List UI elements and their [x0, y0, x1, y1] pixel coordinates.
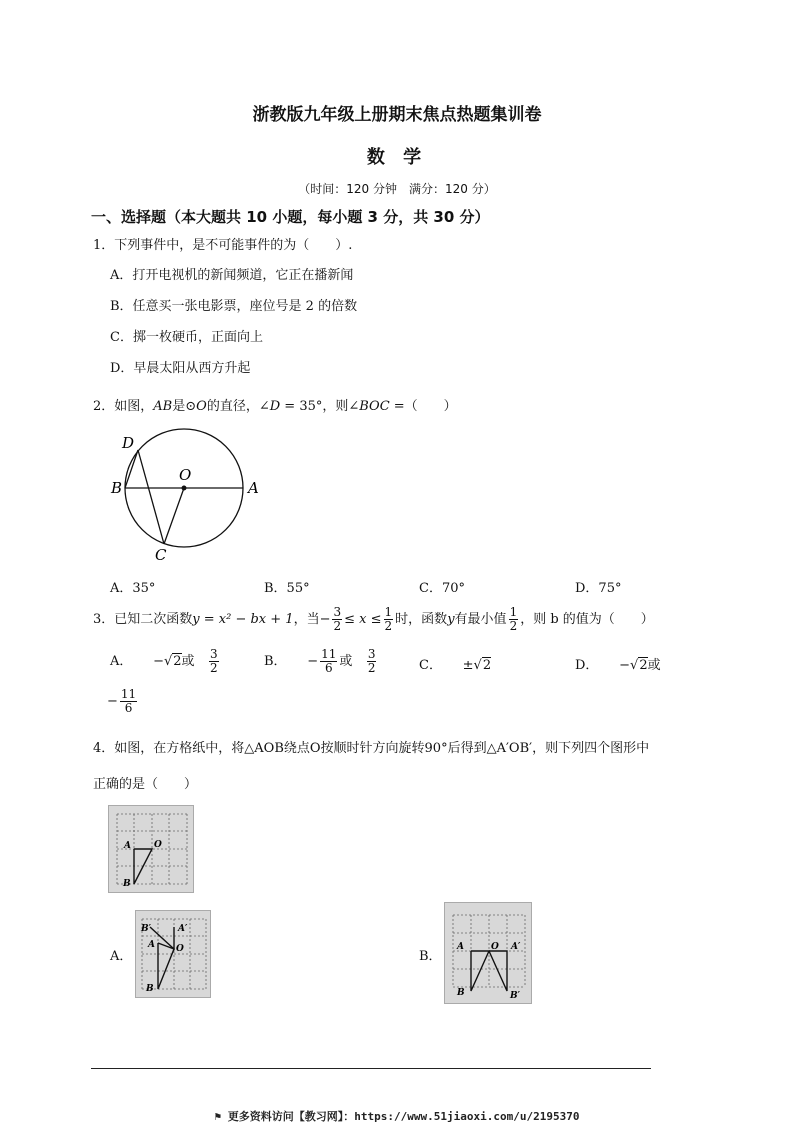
option-label: A． [110, 654, 133, 669]
label-b: B [146, 984, 154, 994]
triangle-aob [134, 849, 152, 884]
q3-option-d: D． −√2或 [575, 658, 661, 673]
rotation-figure-original [108, 805, 194, 893]
q3-var-y: y [447, 612, 455, 627]
q2-d: D [269, 399, 281, 414]
label-a: A [248, 479, 259, 497]
fraction [367, 648, 377, 675]
label-o: O [491, 942, 499, 952]
sqrt-radicand: 2 [482, 658, 492, 673]
numerator: 3 [367, 647, 376, 661]
q3-fraction [332, 606, 342, 633]
sqrt-radicand: 2 [173, 654, 182, 669]
label-b: B [111, 479, 123, 497]
q3-fraction [509, 606, 519, 633]
rotation-figure-option-a [135, 910, 211, 998]
numerator: 11 [120, 687, 137, 701]
q3-stem-part: 时，函数 [395, 612, 448, 627]
triangle-aob [471, 951, 489, 991]
q2-boc: BOC [359, 399, 390, 414]
denominator: 2 [509, 619, 518, 633]
option-label: D． [575, 658, 599, 673]
option-text: 或 [647, 658, 661, 673]
denominator: 2 [333, 619, 342, 633]
sqrt-radicand: 2 [639, 658, 648, 673]
radius-oc [164, 488, 184, 544]
q2-option-a: A．35° [110, 581, 156, 596]
center-point [182, 486, 187, 491]
q4-stem-line2: 正确的是（ ） [93, 777, 198, 792]
option-text: − [307, 654, 319, 669]
denominator: 6 [124, 701, 133, 715]
label-b: B [123, 879, 131, 889]
fraction [209, 648, 219, 675]
q1-stem: 1．下列事件中，是不可能事件的为（ ）. [93, 238, 353, 253]
q3-stem-part: ，则 b 的值为（ ） [520, 612, 654, 627]
q1-option-c: C．掷一枚硬币，正面向上 [110, 330, 263, 345]
numerator: 11 [321, 647, 337, 661]
q2-ab: AB [153, 399, 173, 414]
label-a1: A′ [511, 942, 521, 952]
q4-stem-line1: 4．如图，在方格纸中，将△AOB绕点O按顺时针方向旋转90°后得到△A′OB′，则下列四个图形中 [93, 741, 650, 756]
q2-stem-part: 是⊙ [172, 399, 197, 414]
q3-option-c: C． ±√2 [419, 658, 492, 673]
rotation-figure-option-b [444, 902, 532, 1004]
q2-option-d: D．75° [575, 581, 622, 596]
footer-link[interactable] [0, 1108, 794, 1124]
numerator: 3 [333, 605, 342, 619]
triangle-a1ob1 [489, 951, 507, 991]
label-c: C [155, 546, 167, 564]
q2-o: O [196, 399, 207, 414]
paper-title: 浙教版九年级上册期末焦点热题集训卷 [252, 105, 542, 125]
q3-fraction [384, 606, 394, 633]
denominator: 2 [384, 619, 393, 633]
label-a: A [457, 942, 464, 952]
q3-option-a: A． −√2或 $\frac{3}{2}$ [110, 647, 218, 675]
label-d: D [122, 434, 135, 452]
q1-option-b: B．任意买一张电影票，座位号是 2 的倍数 [110, 299, 358, 314]
subject-title: 数 学 [366, 147, 428, 168]
denominator: 2 [367, 661, 376, 675]
flag-icon: ⚑ [214, 1110, 222, 1123]
option-text: − [107, 694, 118, 709]
q3-option-b [264, 648, 378, 675]
section-heading: 一、选择题（本大题共 10 小题，每小题 3 分，共 30 分） [91, 208, 490, 226]
denominator: 2 [209, 661, 218, 675]
denominator: 6 [324, 661, 333, 675]
option-text: 或 [339, 654, 353, 669]
q2-stem-part: 2．如图， [93, 399, 154, 414]
q2-option-b: B．55° [264, 581, 310, 596]
q3-stem-part: ≤ [366, 612, 382, 627]
option-text: − [619, 658, 631, 673]
label-o: O [179, 466, 192, 484]
exam-time-info: （时间：120 分钟 满分：120 分） [298, 182, 496, 196]
q1-option-d: D．早晨太阳从西方升起 [110, 361, 251, 376]
q3-stem-part: ≤ [344, 612, 360, 627]
q2-stem [93, 395, 457, 414]
label-b: B [457, 988, 465, 998]
circle-figure [100, 425, 270, 565]
label-b1: B′ [510, 991, 520, 1001]
option-text: ± [462, 658, 474, 673]
q1-option-a: A．打开电视机的新闻频道，它正在播新闻 [110, 268, 354, 283]
q2-stem-part: = 35°，则∠ [280, 399, 360, 414]
q4-option-a-label: A． [110, 949, 133, 964]
fraction [120, 688, 137, 715]
option-text: 或 [181, 654, 195, 669]
label-a1: A′ [178, 924, 188, 934]
q2-stem-part: 的直径，∠ [206, 399, 270, 414]
q3-var-x: x [359, 612, 367, 627]
label-a: A [124, 841, 131, 851]
footer-text: 更多资料访问【教习网】：https://www.51jiaoxi.com/u/2195370 [227, 1110, 580, 1123]
option-label: C． [419, 658, 442, 673]
option-label: B． [264, 654, 287, 669]
q3-option-d-continued [107, 688, 139, 715]
footer-divider [91, 1068, 651, 1069]
label-b1: B′ [141, 924, 151, 934]
q3-function: y = x² − bx + 1 [192, 612, 294, 627]
numerator: 1 [384, 605, 393, 619]
triangle-aob [158, 943, 174, 989]
q2-option-c: C．70° [419, 581, 465, 596]
label-o: O [154, 840, 162, 850]
fraction [320, 648, 337, 675]
option-text: − [153, 654, 164, 669]
q3-stem-part: 有最小值 [454, 612, 507, 627]
q3-stem-part: 3．已知二次函数 [93, 612, 193, 627]
q4-option-b-label: B． [419, 949, 442, 964]
chord-db [125, 450, 138, 488]
q3-stem [93, 606, 654, 633]
numerator: 1 [509, 605, 518, 619]
q2-stem-part: =（ ） [389, 399, 457, 414]
label-o: O [176, 944, 184, 954]
q3-stem-part: ，当− [293, 612, 331, 627]
label-a: A [148, 940, 155, 950]
numerator: 3 [209, 647, 218, 661]
